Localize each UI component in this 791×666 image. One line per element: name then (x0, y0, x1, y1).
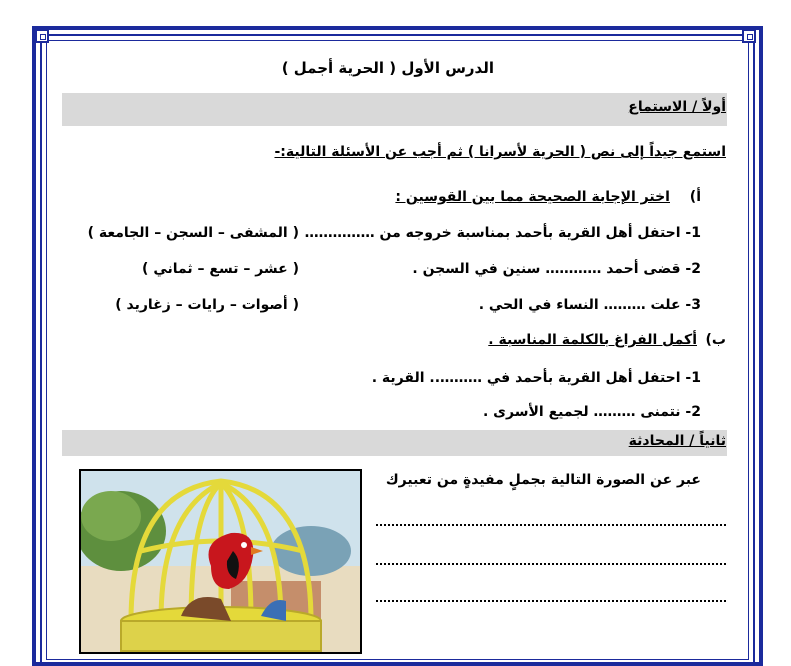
fill-blank-2: 2- نتمنى ……… لجميع الأسرى . (482, 404, 701, 420)
section-heading-conversation: ثانياً / المحادثة (628, 433, 726, 449)
listening-instruction: استمع جيداً إلى نص ( الحرية لأسرانا ) ثم أجب عن الأسئلة التالية:- (274, 144, 726, 160)
fill-blank-1: 1- احتفل أهل القرية بأحمد في ……….. القرية . (371, 370, 701, 386)
part-a-marker: أ) (689, 189, 701, 205)
part-a-title: اختر الإجابة الصحيحة مما بين القوسين : (395, 189, 670, 205)
bird-cage-illustration (81, 471, 360, 652)
conversation-instruction: عبر عن الصورة التالية بجملٍ مفيدةٍ من تعبيرك (385, 472, 701, 488)
question-2: 2- قضى أحمد ………… سنين في السجن . (412, 261, 701, 277)
options-3: ( أصوات – رايات – زغاريد ) (115, 297, 299, 313)
corner-ornament (35, 29, 49, 43)
options-1: ( المشفى – السجن – الجامعة ) (87, 225, 299, 241)
section-heading-listening: أولاً / الاستماع (628, 99, 726, 115)
corner-ornament (742, 29, 756, 43)
section-band-conversation (62, 430, 727, 456)
answer-line-3 (376, 600, 726, 602)
options-2: ( عشر – تسع – ثماني ) (142, 261, 299, 277)
answer-line-2 (376, 563, 726, 565)
part-b-marker: ب) (705, 332, 726, 348)
lesson-title: الدرس الأول ( الحرية أجمل ) (281, 59, 494, 77)
bird-cage-picture (79, 469, 362, 654)
section-band-listening (62, 93, 727, 126)
answer-line-1 (376, 524, 726, 526)
question-3: 3- علت ……… النساء في الحي . (478, 297, 701, 313)
part-b-title: أكمل الفراغ بالكلمة المناسبة . (488, 332, 697, 348)
question-1: 1- احتفل أهل القرية بأحمد بمناسبة خروجه من …………… (304, 225, 701, 241)
